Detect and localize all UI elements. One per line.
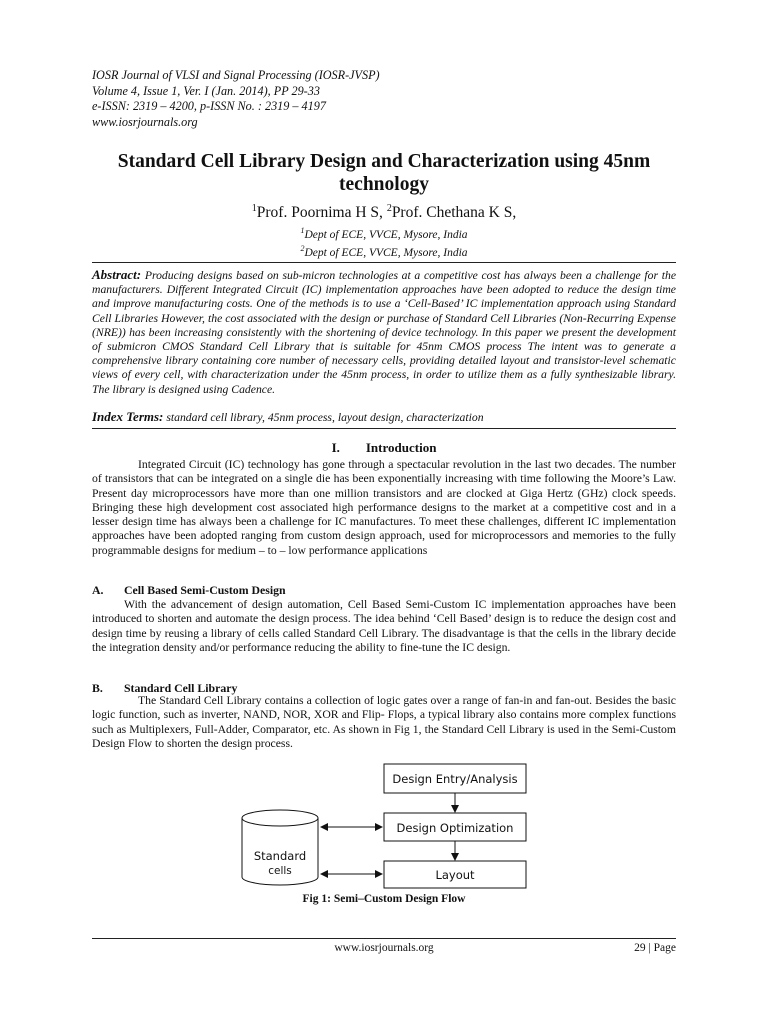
journal-name: IOSR Journal of VLSI and Signal Processing (IOSR-JVSP): [92, 68, 380, 82]
index-terms-label: Index Terms:: [92, 409, 164, 424]
design-entry-label: Design Entry/Analysis: [392, 772, 518, 786]
author2-superscript: 2: [386, 203, 392, 214]
footer-page-number: 29 | Page: [634, 942, 676, 954]
layout-label: Layout: [435, 868, 475, 882]
design-optimization-label: Design Optimization: [396, 821, 514, 835]
paper-title-line2: technology: [339, 174, 429, 195]
subsection-a-title: Cell Based Semi-Custom Design: [124, 583, 286, 597]
footer-url: www.iosrjournals.org: [334, 942, 434, 954]
subsection-b-title: Standard Cell Library: [124, 681, 238, 695]
paper-title-line1: Standard Cell Library Design and Characterization using 45nm: [117, 151, 651, 172]
abstract-text: Producing designs based on sub-micron technologies at a competitive cost has always been a challenge for the manufacturers. Different Integrated Circuit (IC) implementation approaches have been adopted to reduce the design time and improve manufacturing costs. One of the methods is to use a ‘Cell-Based’ IC implementation approach using Standard Cell Libraries However, the cost associated with the design or purchase of Standard Cell Libraries (Non-Recurring Expense (NRE)) has been increasing consistently with the shortening of device technology. In this paper we present the development of submicron CMOS Standard Cell Library that is suitable for 45nm CMOS process The intent was to generate a comprehensive library containing core number of necessary cells, providing detailed layout and transistor-level schematic views of every cell, with characterization under the 45nm process, in order to utilize them as a fully synthesizable library. The library is designed using Cadence.: [92, 269, 677, 396]
section-number: I.: [331, 440, 340, 455]
subsection-b-number: B.: [92, 681, 103, 695]
subsection-a-number: A.: [92, 583, 104, 597]
journal-issn: e-ISSN: 2319 – 4200, p-ISSN No. : 2319 – 4197: [92, 99, 326, 113]
standard-cells-label-line2: cells: [268, 865, 292, 877]
subsection-b-text: The Standard Cell Library contains a collection of logic gates over a range of fan-in and fan-out. Besides the basic logic function, such as inverter, NAND, NOR, XOR and Flip- Flops, a typical library also contains more complex functions such as Multiplexers, Full-Adder, Comparator, etc. As shown in Fig 1, the Standard Cell Library is used in the Semi-Custom Design Flow to shorten the design process.: [92, 694, 676, 750]
introduction-text: Integrated Circuit (IC) technology has gone through a spectacular revolution in the last two decades. The number of transistors that can be integrated on a single die has been exponentially increasing with time following the Moore’s Law. Present day microprocessors have more than one million transistors and are clocked at Giga Hertz (GHz) clock speeds. Bringing these high development cost associated high performance designs to the market at a competitive cost and in a lesser design time has always been a challenge for IC manufactures. To meet these challenges, different IC implementation approaches have been adopted ranging from custom design approach, used for microprocessors and memories to the fully programmable designs for medium – to – low performance applications: [92, 458, 676, 557]
figure-caption: Fig 1: Semi–Custom Design Flow: [302, 893, 466, 905]
author1: Prof. Poornima H S,: [256, 204, 387, 222]
affiliation-1-superscript: 1: [300, 226, 305, 235]
journal-volume: Volume 4, Issue 1, Ver. I (Jan. 2014), PP 29-33: [92, 83, 320, 98]
author2: Prof. Chethana K S,: [391, 204, 517, 222]
affiliation-2-text: Dept of ECE, VVCE, Mysore, India: [304, 247, 468, 260]
footer-rule: [92, 938, 676, 939]
subsection-a-text: With the advancement of design automation, Cell Based Semi-Custom IC implementation approaches have been introduced to shorten and automate the design process. The idea behind ‘Cell Based’ design is to reduce the design cost and design time by reusing a library of cells called Standard Cell Library. The disadvantage is that the cells in the library decide the integration density and/or performance reducing the ability to fine-tune the IC design.: [92, 598, 676, 654]
journal-url: www.iosrjournals.org: [92, 114, 198, 129]
author1-superscript: 1: [251, 203, 257, 214]
abstract-label: Abstract:: [92, 267, 142, 282]
index-terms-text: standard cell library, 45nm process, layout design, characterization: [166, 411, 484, 424]
standard-cells-label-line1: Standard: [253, 849, 307, 863]
affiliation-1-text: Dept of ECE, VVCE, Mysore, India: [304, 228, 468, 241]
section-title: Introduction: [365, 440, 437, 455]
affiliation-2-superscript: 2: [300, 244, 305, 254]
